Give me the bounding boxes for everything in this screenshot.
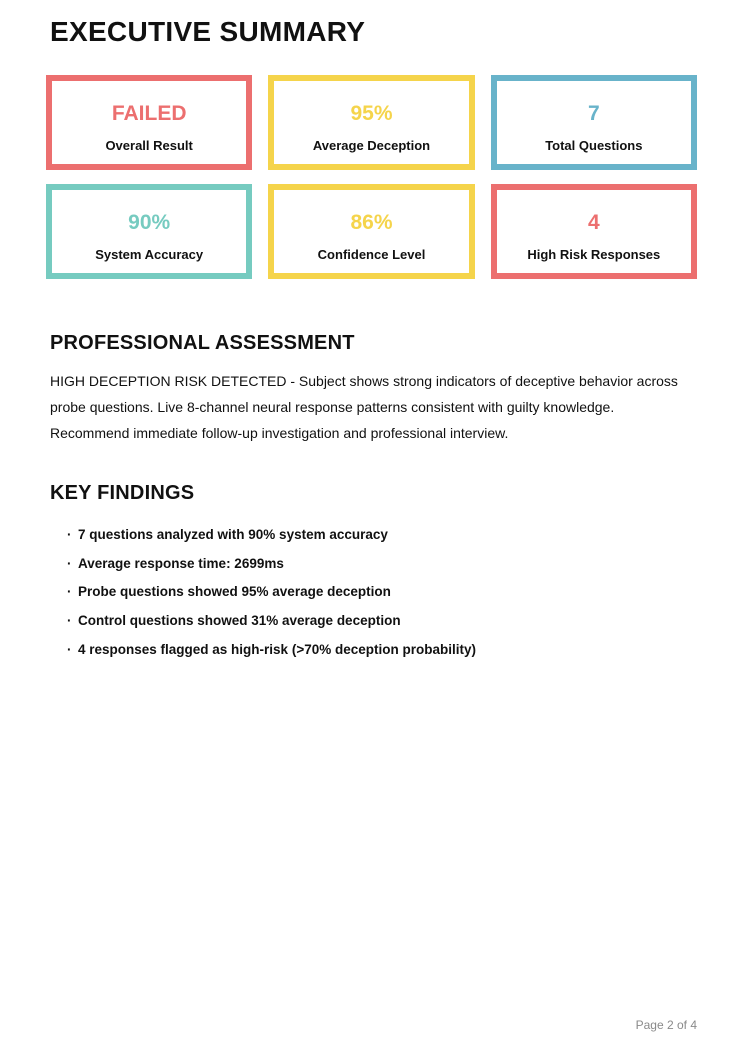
stat-label: Confidence Level: [317, 247, 426, 263]
stat-value: 4: [587, 211, 600, 235]
stat-label: System Accuracy: [95, 247, 204, 263]
stat-card-overall-result: [46, 75, 252, 170]
finding-item: · 4 responses flagged as high-risk (>70% deception probability): [50, 636, 693, 665]
stat-card-total-questions: [491, 75, 697, 170]
finding-item: · 7 questions analyzed with 90% system accuracy: [50, 521, 693, 550]
stat-label: High Risk Responses: [527, 247, 661, 263]
section-heading-key-findings: KEY FINDINGS: [50, 482, 195, 505]
finding-item: · Probe questions showed 95% average deception: [50, 578, 693, 607]
assessment-paragraph: HIGH DECEPTION RISK DETECTED - Subject shows strong indicators of deceptive behavior across probe questions. Live 8-channel neural response patterns consistent with guilty knowledge. Recommend immediate follow-up investigation and professional interview.: [50, 373, 678, 442]
stat-label: Total Questions: [545, 138, 643, 154]
page-number: Page 2 of 4: [635, 1018, 697, 1032]
stat-card-high-risk-responses: [491, 184, 697, 279]
stat-value: 90%: [128, 211, 171, 235]
stat-card-confidence-level: [268, 184, 474, 279]
stat-card-system-accuracy: [46, 184, 252, 279]
finding-item: · Average response time: 2699ms: [50, 550, 693, 579]
report-page: [0, 16, 743, 664]
summary-stats-grid: [46, 75, 697, 279]
stat-value: 86%: [350, 211, 393, 235]
key-findings-list: [50, 521, 693, 664]
stat-value: 95%: [350, 102, 393, 126]
stat-label: Average Deception: [312, 138, 431, 154]
section-heading-professional-assessment: PROFESSIONAL ASSESSMENT: [50, 332, 355, 355]
stat-value: FAILED: [111, 102, 187, 126]
finding-item: · Control questions showed 31% average deception: [50, 607, 693, 636]
stat-card-average-deception: [268, 75, 474, 170]
stat-value: 7: [587, 102, 600, 126]
stat-label: Overall Result: [105, 138, 193, 154]
page-title: EXECUTIVE SUMMARY: [50, 16, 366, 47]
